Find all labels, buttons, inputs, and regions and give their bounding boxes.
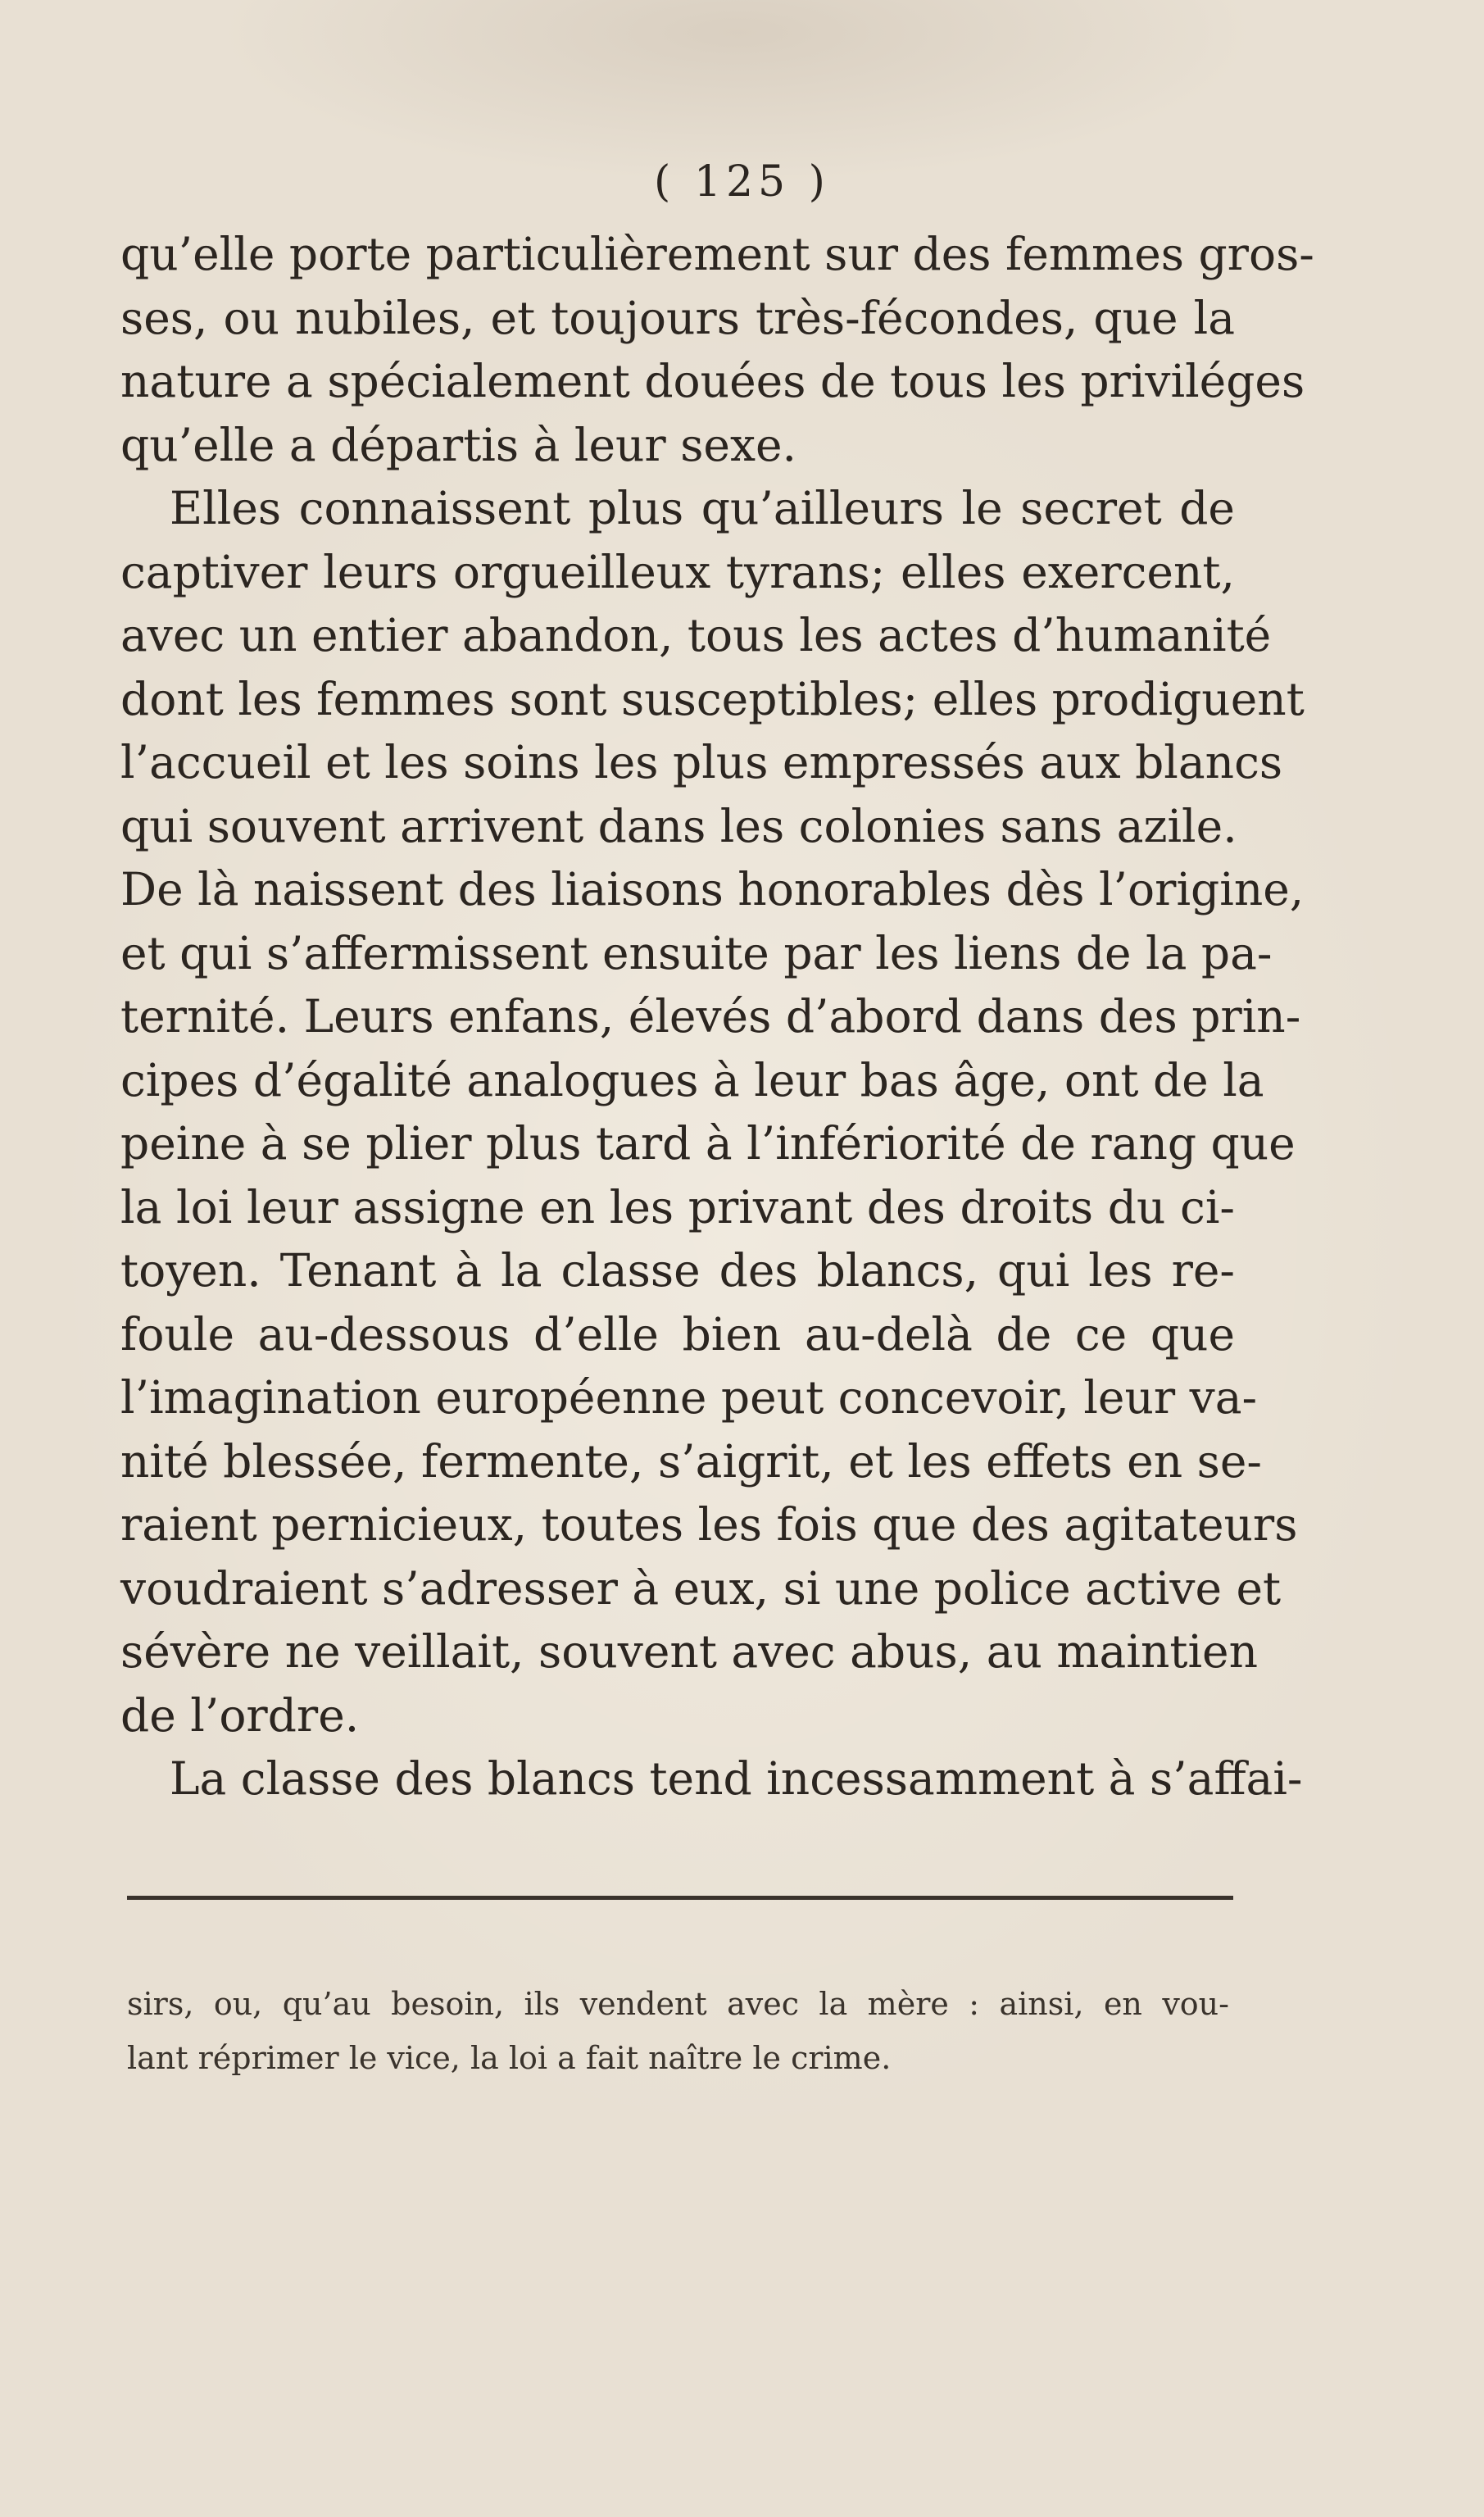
text-line-paragraph-start: La classe des blancs tend incessamment à s’affai-	[170, 1752, 1303, 1805]
main-text-block	[120, 223, 1314, 1811]
text-line: qui souvent arrivent dans les colonies sans azile.	[120, 799, 1237, 852]
text-line: ternité. Leurs enfans, élevés d’abord dans des prin-	[120, 990, 1301, 1043]
text-line: l’imagination européenne peut concevoir, leur va-	[120, 1371, 1258, 1424]
text-line: ses, ou nubiles, et toujours très-fécondes, que la	[120, 291, 1235, 344]
footnote-separator-rule	[127, 1896, 1233, 1900]
text-line: et qui s’affermissent ensuite par les liens de la pa-	[120, 926, 1273, 979]
text-line: toyen. Tenant à la classe des blancs, qui les re-	[120, 1244, 1235, 1297]
text-line: cipes d’égalité analogues à leur bas âge, ont de la	[120, 1053, 1264, 1106]
text-line: voudraient s’adresser à eux, si une police active et	[120, 1561, 1282, 1615]
footnote-line: sirs, ou, qu’au besoin, ils vendent avec la mère : ainsi, en vou-	[127, 1986, 1229, 2022]
text-line: sévère ne veillait, souvent avec abus, au maintien	[120, 1625, 1259, 1678]
text-line: nité blessée, fermente, s’aigrit, et les effets en se-	[120, 1434, 1262, 1488]
text-line: dont les femmes sont susceptibles; elles prodiguent	[120, 672, 1305, 725]
text-line: foule au-dessous d’elle bien au-delà de ce que	[120, 1307, 1235, 1361]
footnote-line: lant réprimer le vice, la loi a fait naître le crime.	[127, 2040, 892, 2076]
text-line: peine à se plier plus tard à l’infériorité de rang que	[120, 1117, 1296, 1170]
text-line: qu’elle a départis à leur sexe.	[120, 418, 797, 471]
text-line: captiver leurs orgueilleux tyrans; elles exercent,	[120, 545, 1235, 598]
text-line: De là naissent des liaisons honorables dès l’origine,	[120, 863, 1305, 915]
text-line: de l’ordre.	[120, 1688, 360, 1742]
text-line: qu’elle porte particulièrement sur des femmes gros-	[120, 228, 1314, 280]
text-line-paragraph-start: Elles connaissent plus qu’ailleurs le secret de	[170, 482, 1235, 534]
text-line: avec un entier abandon, tous les actes d’humanité	[120, 609, 1272, 661]
text-line: nature a spécialement douées de tous les priviléges	[120, 355, 1305, 407]
page-number: ( 125 )	[654, 157, 830, 207]
text-line: l’accueil et les soins les plus empressés aux blancs	[120, 736, 1283, 788]
footnote-block	[127, 1977, 1229, 2085]
text-line: la loi leur assigne en les privant des droits du ci-	[120, 1180, 1235, 1234]
text-line: raient pernicieux, toutes les fois que des agitateurs	[120, 1498, 1298, 1551]
